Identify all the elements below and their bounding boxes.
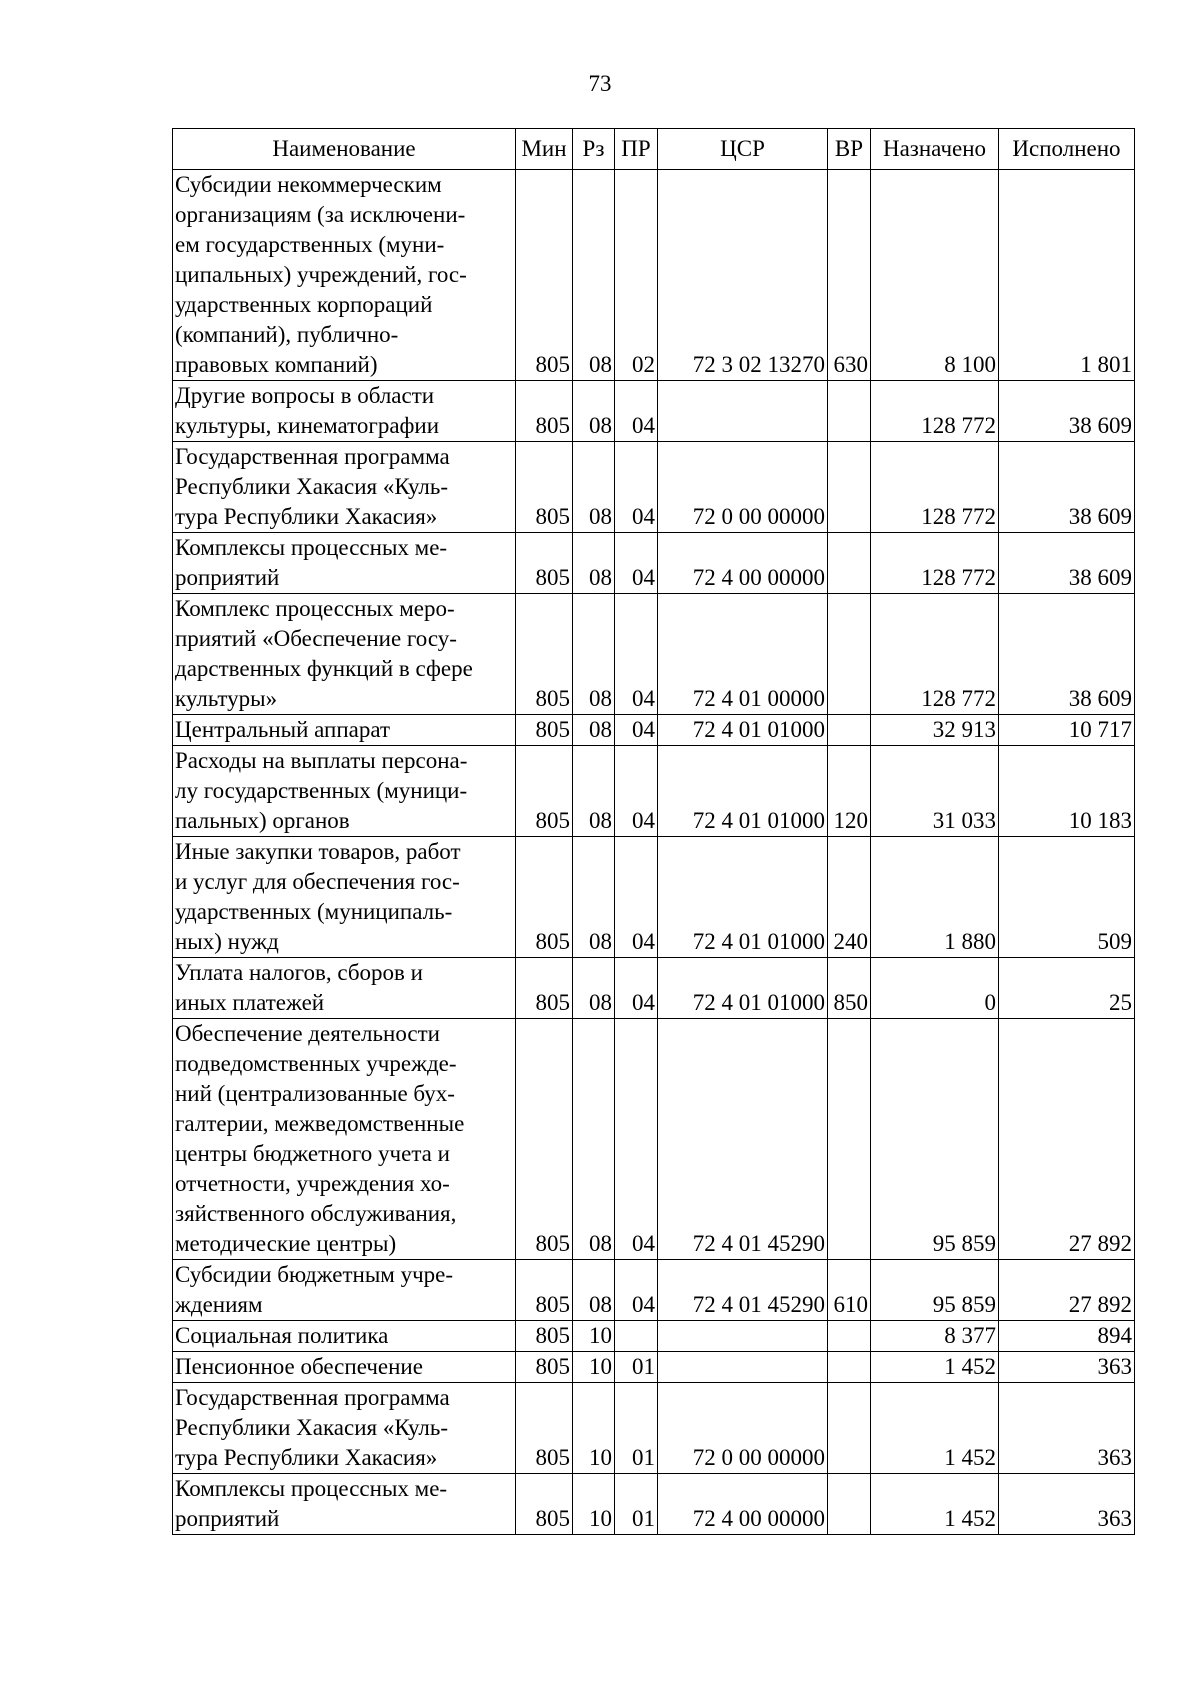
header-vr: ВР — [828, 129, 871, 170]
cell-naznacheno: 31 033 — [871, 746, 999, 837]
table-row — [173, 594, 1135, 715]
cell-min: 805 — [516, 746, 573, 837]
cell-name: Комплекс процессных меро- приятий «Обеспечение госу- дарственных функций в сфере культуры» — [173, 594, 516, 715]
cell-naznacheno: 128 772 — [871, 533, 999, 594]
cell-vr: 630 — [828, 170, 871, 381]
cell-vr — [828, 594, 871, 715]
cell-name: Уплата налогов, сборов и иных платежей — [173, 958, 516, 1019]
cell-vr: 610 — [828, 1260, 871, 1321]
cell-vr — [828, 381, 871, 442]
cell-min: 805 — [516, 1474, 573, 1535]
cell-ispolneno: 509 — [999, 837, 1135, 958]
header-csr: ЦСР — [658, 129, 828, 170]
cell-name: Социальная политика — [173, 1321, 516, 1352]
cell-csr: 72 4 01 01000 — [658, 746, 828, 837]
cell-naznacheno: 128 772 — [871, 594, 999, 715]
header-name: Наименование — [173, 129, 516, 170]
table-row — [173, 1383, 1135, 1474]
cell-min: 805 — [516, 1260, 573, 1321]
cell-csr — [658, 381, 828, 442]
cell-pr: 01 — [615, 1383, 658, 1474]
cell-csr: 72 0 00 00000 — [658, 442, 828, 533]
cell-ispolneno: 27 892 — [999, 1260, 1135, 1321]
cell-pr: 04 — [615, 1019, 658, 1260]
cell-vr: 850 — [828, 958, 871, 1019]
cell-pr: 04 — [615, 746, 658, 837]
cell-naznacheno: 32 913 — [871, 715, 999, 746]
table-body — [173, 170, 1135, 1535]
header-pr: ПР — [615, 129, 658, 170]
cell-csr: 72 4 01 00000 — [658, 594, 828, 715]
table-row — [173, 533, 1135, 594]
cell-pr — [615, 1321, 658, 1352]
cell-min: 805 — [516, 1019, 573, 1260]
cell-rz: 08 — [573, 442, 615, 533]
cell-csr: 72 4 01 01000 — [658, 837, 828, 958]
cell-min: 805 — [516, 715, 573, 746]
cell-vr — [828, 442, 871, 533]
cell-csr: 72 3 02 13270 — [658, 170, 828, 381]
cell-ispolneno: 38 609 — [999, 533, 1135, 594]
table-row — [173, 381, 1135, 442]
cell-rz: 08 — [573, 958, 615, 1019]
table-row — [173, 1260, 1135, 1321]
cell-ispolneno: 38 609 — [999, 381, 1135, 442]
cell-rz: 08 — [573, 533, 615, 594]
cell-min: 805 — [516, 1352, 573, 1383]
cell-name: Расходы на выплаты персона- лу государственных (муници- пальных) органов — [173, 746, 516, 837]
page-number: 73 — [588, 71, 612, 96]
cell-naznacheno: 1 452 — [871, 1352, 999, 1383]
header-min: Мин — [516, 129, 573, 170]
cell-pr: 04 — [615, 715, 658, 746]
header-row — [173, 129, 1135, 170]
table-row — [173, 715, 1135, 746]
cell-ispolneno: 363 — [999, 1383, 1135, 1474]
cell-csr: 72 0 00 00000 — [658, 1383, 828, 1474]
table-row — [173, 1321, 1135, 1352]
cell-name: Другие вопросы в области культуры, кинематографии — [173, 381, 516, 442]
cell-name: Государственная программа Республики Хакасия «Куль- тура Республики Хакасия» — [173, 442, 516, 533]
cell-min: 805 — [516, 381, 573, 442]
cell-name: Обеспечение деятельности подведомственных учрежде- ний (централизованные бух- галтерии, межведомственные центры бюджетного учета и отчетности, учреждения хо- зяйственного обслуживания, методические центры) — [173, 1019, 516, 1260]
cell-pr: 04 — [615, 381, 658, 442]
cell-rz: 08 — [573, 715, 615, 746]
cell-rz: 10 — [573, 1321, 615, 1352]
table-row — [173, 1474, 1135, 1535]
cell-naznacheno: 128 772 — [871, 381, 999, 442]
cell-ispolneno: 894 — [999, 1321, 1135, 1352]
cell-vr — [828, 1383, 871, 1474]
cell-ispolneno: 38 609 — [999, 594, 1135, 715]
cell-pr: 04 — [615, 442, 658, 533]
cell-pr: 04 — [615, 533, 658, 594]
cell-vr — [828, 1352, 871, 1383]
cell-vr: 120 — [828, 746, 871, 837]
cell-name: Комплексы процессных ме- роприятий — [173, 1474, 516, 1535]
cell-rz: 08 — [573, 1019, 615, 1260]
cell-csr — [658, 1352, 828, 1383]
cell-csr: 72 4 00 00000 — [658, 1474, 828, 1535]
cell-csr: 72 4 01 45290 — [658, 1260, 828, 1321]
cell-ispolneno: 10 717 — [999, 715, 1135, 746]
table-row — [173, 442, 1135, 533]
cell-csr — [658, 1321, 828, 1352]
cell-pr: 04 — [615, 958, 658, 1019]
cell-vr — [828, 715, 871, 746]
cell-rz: 08 — [573, 746, 615, 837]
cell-pr: 04 — [615, 594, 658, 715]
table-header — [173, 129, 1135, 170]
cell-csr: 72 4 01 01000 — [658, 715, 828, 746]
cell-csr: 72 4 00 00000 — [658, 533, 828, 594]
cell-min: 805 — [516, 1383, 573, 1474]
header-rz: Рз — [573, 129, 615, 170]
cell-ispolneno: 363 — [999, 1352, 1135, 1383]
cell-ispolneno: 38 609 — [999, 442, 1135, 533]
cell-name: Пенсионное обеспечение — [173, 1352, 516, 1383]
cell-name: Государственная программа Республики Хакасия «Куль- тура Республики Хакасия» — [173, 1383, 516, 1474]
cell-min: 805 — [516, 442, 573, 533]
cell-min: 805 — [516, 837, 573, 958]
cell-csr: 72 4 01 01000 — [658, 958, 828, 1019]
cell-vr — [828, 1019, 871, 1260]
table-row — [173, 837, 1135, 958]
table-row — [173, 746, 1135, 837]
cell-min: 805 — [516, 594, 573, 715]
cell-min: 805 — [516, 533, 573, 594]
table-row — [173, 1352, 1135, 1383]
cell-name: Субсидии некоммерческим организациям (за исключени- ем государственных (муни- ципальных) учреждений, гос- ударственных корпораций (компаний), публично- правовых компаний) — [173, 170, 516, 381]
table-row — [173, 1019, 1135, 1260]
cell-pr: 04 — [615, 1260, 658, 1321]
cell-min: 805 — [516, 958, 573, 1019]
header-ispolneno: Исполнено — [999, 129, 1135, 170]
cell-naznacheno: 1 880 — [871, 837, 999, 958]
table-row — [173, 170, 1135, 381]
cell-vr — [828, 533, 871, 594]
cell-naznacheno: 1 452 — [871, 1474, 999, 1535]
cell-pr: 01 — [615, 1352, 658, 1383]
budget-table — [172, 128, 1135, 1535]
cell-vr: 240 — [828, 837, 871, 958]
cell-rz: 08 — [573, 594, 615, 715]
cell-name: Субсидии бюджетным учре- ждениям — [173, 1260, 516, 1321]
cell-rz: 10 — [573, 1383, 615, 1474]
cell-name: Комплексы процессных ме- роприятий — [173, 533, 516, 594]
cell-vr — [828, 1474, 871, 1535]
cell-ispolneno: 1 801 — [999, 170, 1135, 381]
cell-csr: 72 4 01 45290 — [658, 1019, 828, 1260]
cell-name: Иные закупки товаров, работ и услуг для обеспечения гос- ударственных (муниципаль- ных) нужд — [173, 837, 516, 958]
cell-ispolneno: 10 183 — [999, 746, 1135, 837]
cell-rz: 10 — [573, 1474, 615, 1535]
cell-pr: 04 — [615, 837, 658, 958]
cell-pr: 01 — [615, 1474, 658, 1535]
cell-naznacheno: 0 — [871, 958, 999, 1019]
cell-ispolneno: 363 — [999, 1474, 1135, 1535]
cell-rz: 10 — [573, 1352, 615, 1383]
table-row — [173, 958, 1135, 1019]
cell-rz: 08 — [573, 381, 615, 442]
cell-naznacheno: 8 377 — [871, 1321, 999, 1352]
cell-rz: 08 — [573, 837, 615, 958]
cell-rz: 08 — [573, 170, 615, 381]
cell-ispolneno: 27 892 — [999, 1019, 1135, 1260]
cell-rz: 08 — [573, 1260, 615, 1321]
cell-naznacheno: 95 859 — [871, 1260, 999, 1321]
cell-naznacheno: 128 772 — [871, 442, 999, 533]
cell-ispolneno: 25 — [999, 958, 1135, 1019]
header-naznacheno: Назначено — [871, 129, 999, 170]
cell-vr — [828, 1321, 871, 1352]
cell-name: Центральный аппарат — [173, 715, 516, 746]
cell-min: 805 — [516, 1321, 573, 1352]
cell-min: 805 — [516, 170, 573, 381]
cell-naznacheno: 8 100 — [871, 170, 999, 381]
cell-naznacheno: 95 859 — [871, 1019, 999, 1260]
cell-naznacheno: 1 452 — [871, 1383, 999, 1474]
cell-pr: 02 — [615, 170, 658, 381]
